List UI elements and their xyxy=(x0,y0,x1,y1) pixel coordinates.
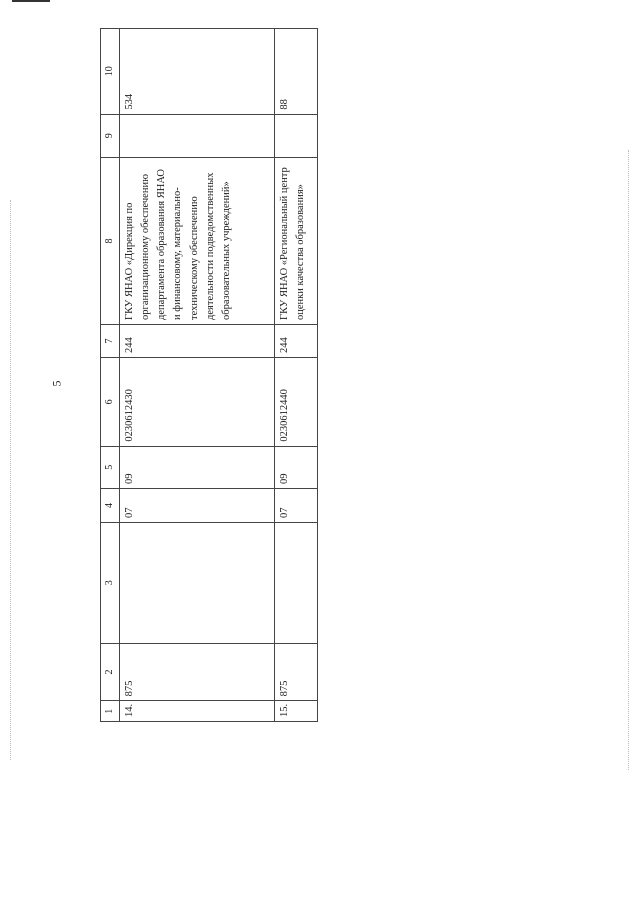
cell-amount: 534 xyxy=(119,29,274,115)
rotated-table-region xyxy=(100,28,308,722)
header-cell: 4 xyxy=(101,488,120,522)
header-cell: 8 xyxy=(101,157,120,324)
cell-target-article: 0230612430 xyxy=(119,357,274,446)
table-header-row xyxy=(101,29,120,722)
cell-amount: 88 xyxy=(274,29,317,115)
cell-code: 875 xyxy=(274,643,317,701)
data-table xyxy=(100,28,318,722)
table-row xyxy=(274,29,317,722)
right-margin-dots xyxy=(628,150,630,770)
cell-expense-type: 244 xyxy=(274,324,317,357)
row-number: 15. xyxy=(274,701,317,722)
cell-section: 07 xyxy=(274,488,317,522)
row-number: 14. xyxy=(119,701,274,722)
cell-empty xyxy=(119,114,274,157)
table-row xyxy=(119,29,274,722)
left-margin-dots xyxy=(10,200,12,760)
cell-empty xyxy=(274,522,317,643)
cell-target-article: 0230612440 xyxy=(274,357,317,446)
page-number: 5 xyxy=(49,380,64,387)
cell-section: 07 xyxy=(119,488,274,522)
cell-recipient: ГКУ ЯНАО «Региональный центр оценки качества образования» xyxy=(274,157,317,324)
header-cell: 5 xyxy=(101,446,120,488)
cell-subsection: 09 xyxy=(119,446,274,488)
header-cell: 9 xyxy=(101,114,120,157)
cell-empty xyxy=(274,114,317,157)
header-cell: 1 xyxy=(101,701,120,722)
header-cell: 7 xyxy=(101,324,120,357)
cell-code: 875 xyxy=(119,643,274,701)
header-cell: 2 xyxy=(101,643,120,701)
header-cell: 3 xyxy=(101,522,120,643)
header-cell: 10 xyxy=(101,29,120,115)
cell-subsection: 09 xyxy=(274,446,317,488)
cell-recipient: ГКУ ЯНАО «Дирекция по организационному обеспечению департамента образования ЯНАО и финансовому, материально-техническому обеспечению деятельности подведомственных образовательных учреждений» xyxy=(119,157,274,324)
top-edge-mark xyxy=(12,0,50,2)
cell-empty xyxy=(119,522,274,643)
header-cell: 6 xyxy=(101,357,120,446)
cell-expense-type: 244 xyxy=(119,324,274,357)
